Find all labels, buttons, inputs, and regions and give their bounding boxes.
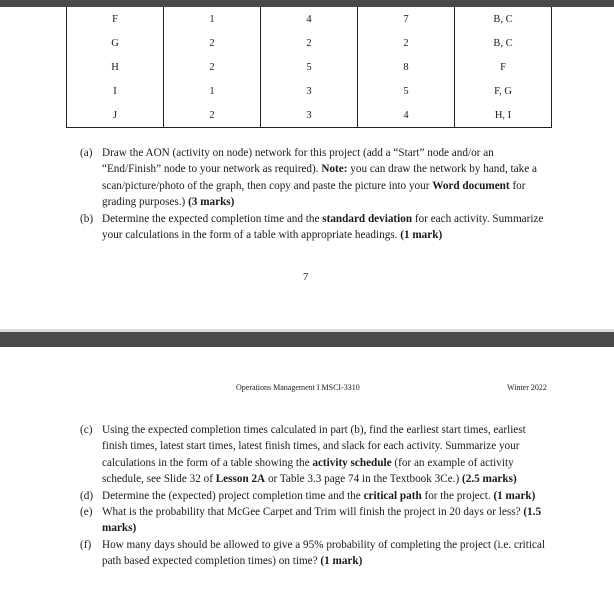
table-row	[67, 7, 552, 31]
question-text: or Table 3.3 page 74 in the Textbook 3Ce.)	[265, 473, 463, 486]
question-text: Draw the AON (activity on node) network for this project (add a “Start” node and/or an “End/Finish” node to your network as required).	[102, 147, 494, 176]
table-cell: 2	[164, 103, 261, 128]
table-cell: F	[455, 55, 552, 79]
question-text: Determine the expected completion time and the	[102, 212, 323, 225]
questions-page-2	[80, 422, 554, 570]
question-emphasis: (1 mark)	[320, 555, 363, 568]
question-label: (b)	[80, 212, 94, 225]
table-cell: 3	[261, 103, 358, 128]
table-cell: B, C	[455, 31, 552, 55]
question-label: (f)	[80, 538, 92, 551]
table-cell: 4	[261, 7, 358, 31]
table-cell: F	[67, 7, 164, 31]
table-cell: J	[67, 103, 164, 128]
table-row	[67, 79, 552, 103]
question-emphasis: Lesson 2A	[215, 473, 266, 486]
table-cell: 5	[358, 79, 455, 103]
question-label: (d)	[80, 489, 94, 502]
table-cell: 4	[358, 103, 455, 128]
table-row	[67, 55, 552, 79]
table-cell: 2	[164, 55, 261, 79]
question-label: (e)	[80, 506, 93, 519]
question-emphasis: (1 mark)	[400, 229, 443, 242]
table-cell: 5	[261, 55, 358, 79]
header-course: Operations Management I MSCI-3310	[236, 383, 360, 392]
table-cell: 1	[164, 7, 261, 31]
question-emphasis: (1 mark)	[493, 489, 536, 502]
question-text: Determine the (expected) project completion time and the	[102, 489, 364, 502]
question-text: for the project.	[421, 489, 494, 502]
question-item	[80, 537, 554, 570]
table-cell: 8	[358, 55, 455, 79]
table-cell: 3	[261, 79, 358, 103]
table-cell: 2	[358, 31, 455, 55]
page-number: 7	[303, 272, 309, 283]
table-cell: I	[67, 79, 164, 103]
table-cell: G	[67, 31, 164, 55]
question-emphasis: (2.5 marks)	[462, 473, 517, 486]
question-item	[80, 488, 554, 504]
question-emphasis: (1.5 marks)	[102, 506, 542, 535]
question-label: (a)	[80, 147, 93, 159]
table-cell: 2	[164, 31, 261, 55]
question-text: you can draw the network by hand, take a scan/picture/photo of the graph, then copy and paste the picture into your	[102, 163, 537, 192]
question-text: for grading purposes.)	[102, 179, 526, 209]
table-cell: 2	[261, 31, 358, 55]
header-term: Winter 2022	[507, 383, 547, 392]
question-item	[80, 211, 552, 244]
table-cell: B, C	[455, 7, 552, 31]
question-emphasis: standard deviation	[322, 212, 413, 225]
question-text: How many days should be allowed to give a 95% probability of completing the project (i.e. critical path based expected completion times) on time?	[102, 538, 546, 568]
question-label: (c)	[80, 424, 93, 436]
page-separator	[0, 332, 614, 347]
table-row	[67, 31, 552, 55]
question-emphasis: (3 marks)	[188, 196, 235, 209]
question-item	[80, 504, 554, 537]
question-text: (for an example of activity schedule, see Slide 32 of	[102, 456, 514, 486]
table-cell: F, G	[455, 79, 552, 103]
question-item	[80, 422, 554, 488]
question-emphasis: Word document	[432, 179, 510, 192]
table-row	[67, 103, 552, 128]
table-cell: 1	[164, 79, 261, 103]
question-emphasis: activity schedule	[312, 456, 392, 469]
table-cell: 7	[358, 7, 455, 31]
question-text: Using the expected completion times calculated in part (b), find the earliest start times, earliest finish times, latest start times, latest finish times, and slack for each activity. Summarize your calculations in the form of a table showing the	[102, 424, 526, 469]
question-emphasis: critical path	[363, 489, 422, 502]
question-text: for each activity. Summarize your calculations in the form of a table with appropriate headings.	[102, 212, 544, 242]
table-cell: H, I	[455, 103, 552, 128]
question-item	[80, 145, 552, 211]
table-cell: H	[67, 55, 164, 79]
questions-page-1	[80, 145, 552, 243]
activity-table	[66, 7, 552, 128]
question-emphasis: Note:	[321, 163, 348, 176]
question-text: What is the probability that McGee Carpet and Trim will finish the project in 20 days or less?	[102, 506, 524, 519]
viewer-top-bar	[0, 0, 614, 7]
